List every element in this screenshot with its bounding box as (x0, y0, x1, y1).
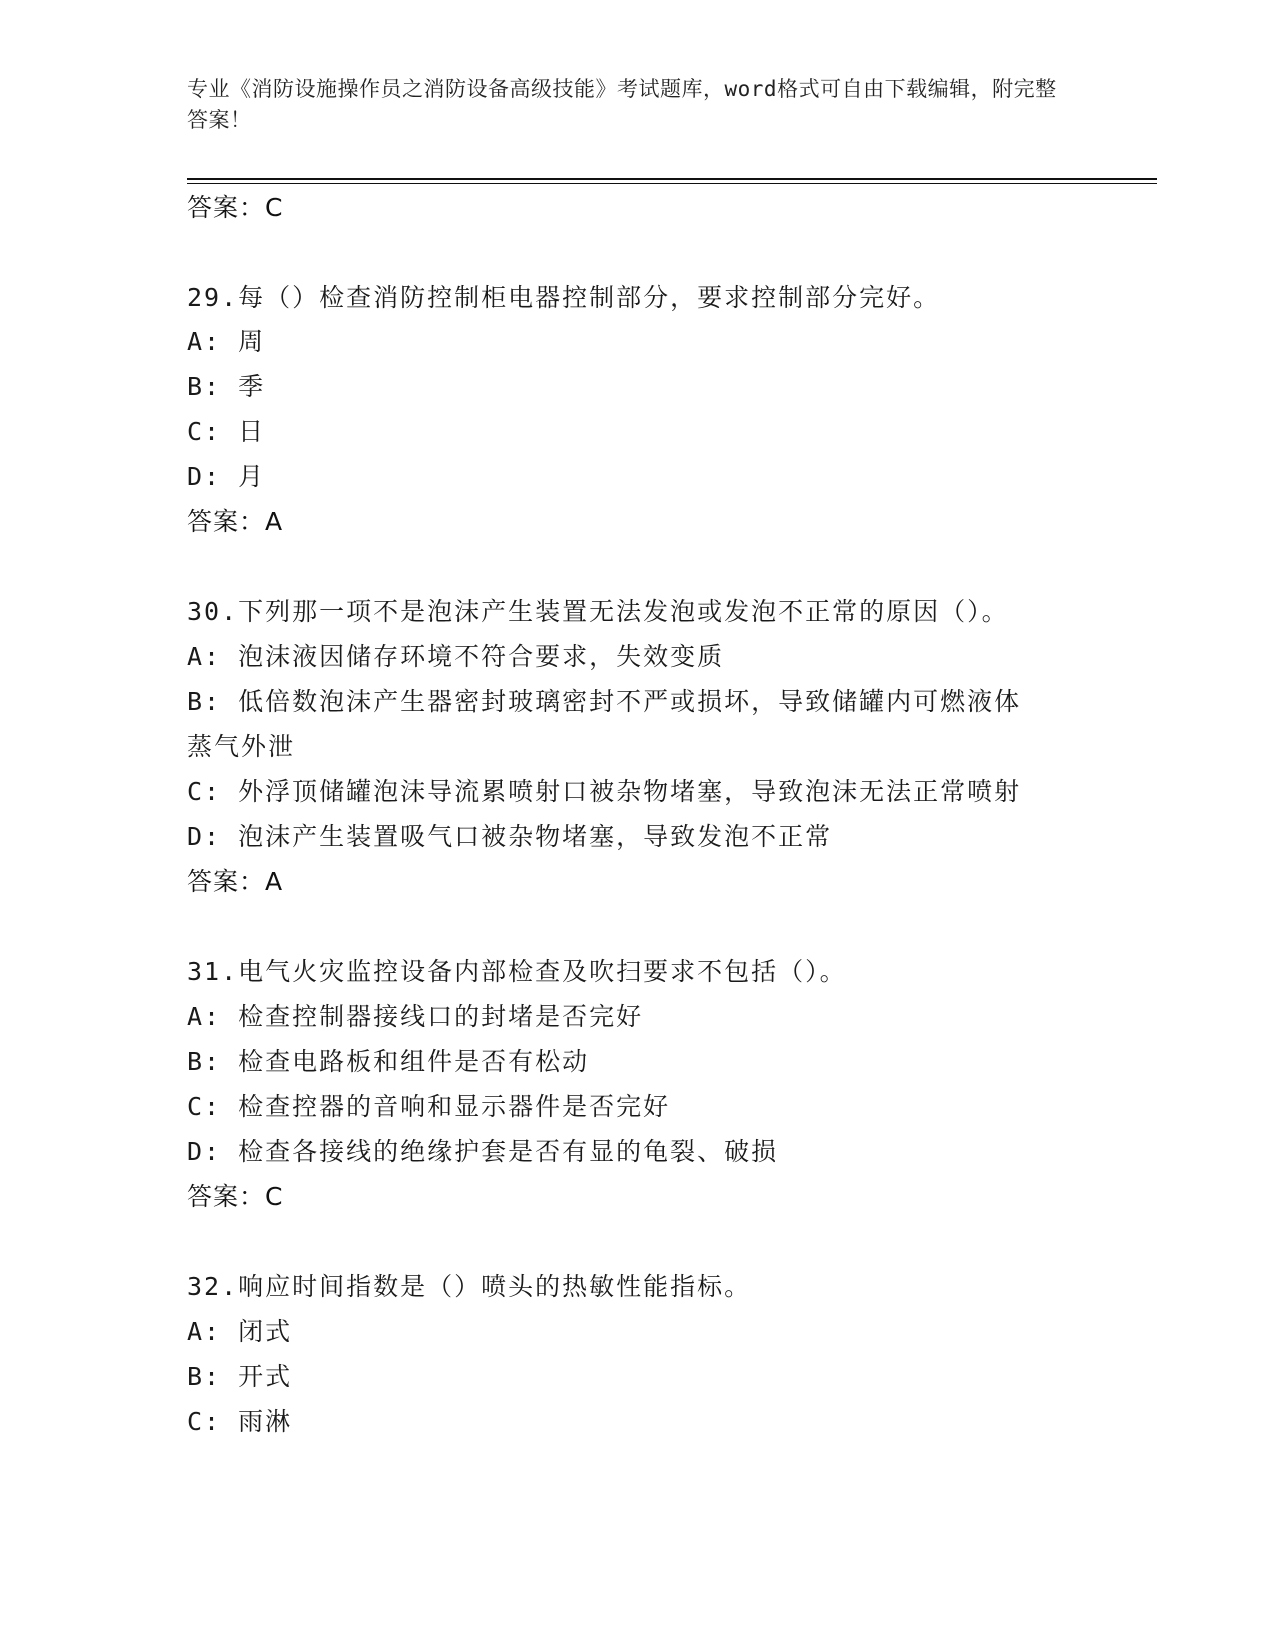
header-divider-thin (187, 183, 1157, 184)
question-30-option-d: D: 泡沫产生装置吸气口被杂物堵塞，导致发泡不正常 (187, 822, 833, 851)
question-29-option-d: D: 月 (187, 462, 266, 491)
question-30-option-b-continued: 蒸气外泄 (187, 732, 296, 761)
question-31-option-a: A: 检查控制器接线口的封堵是否完好 (187, 1002, 644, 1031)
question-31-answer: 答案：C (187, 1182, 284, 1211)
question-31-option-b: B: 检查电路板和组件是否有松动 (187, 1047, 590, 1076)
question-32-option-a: A: 闭式 (187, 1317, 293, 1346)
question-29-stem: 29.每（）检查消防控制柜电器控制部分，要求控制部分完好。 (187, 283, 941, 312)
header-divider-thick (187, 178, 1157, 180)
question-31-option-c: C: 检查控器的音响和显示器件是否完好 (187, 1092, 671, 1121)
question-31-option-d: D: 检查各接线的绝缘护套是否有显的龟裂、破损 (187, 1137, 779, 1166)
question-30-option-b: B: 低倍数泡沫产生器密封玻璃密封不严或损坏，导致储罐内可燃液体 (187, 687, 1022, 716)
question-29-option-a: A: 周 (187, 327, 266, 356)
question-29-option-c: C: 日 (187, 417, 266, 446)
question-30-option-a: A: 泡沫液因储存环境不符合要求，失效变质 (187, 642, 725, 671)
question-32-stem: 32.响应时间指数是（）喷头的热敏性能指标。 (187, 1272, 752, 1301)
question-32-option-c: C: 雨淋 (187, 1407, 293, 1436)
question-31-stem: 31.电气火灾监控设备内部检查及吹扫要求不包括（）。 (187, 957, 847, 986)
question-29-answer: 答案：A (187, 507, 284, 536)
question-30-option-c: C: 外浮顶储罐泡沫导流累喷射口被杂物堵塞，导致泡沫无法正常喷射 (187, 777, 1022, 806)
question-30-answer: 答案：A (187, 867, 284, 896)
question-29-option-b: B: 季 (187, 372, 266, 401)
previous-answer: 答案：C (187, 193, 284, 222)
document-header: 专业《消防设施操作员之消防设备高级技能》考试题库，word格式可自由下载编辑，附完整答案！ (187, 77, 1057, 132)
question-30-stem: 30.下列那一项不是泡沫产生装置无法发泡或发泡不正常的原因（）。 (187, 597, 1009, 626)
question-32-option-b: B: 开式 (187, 1362, 293, 1391)
